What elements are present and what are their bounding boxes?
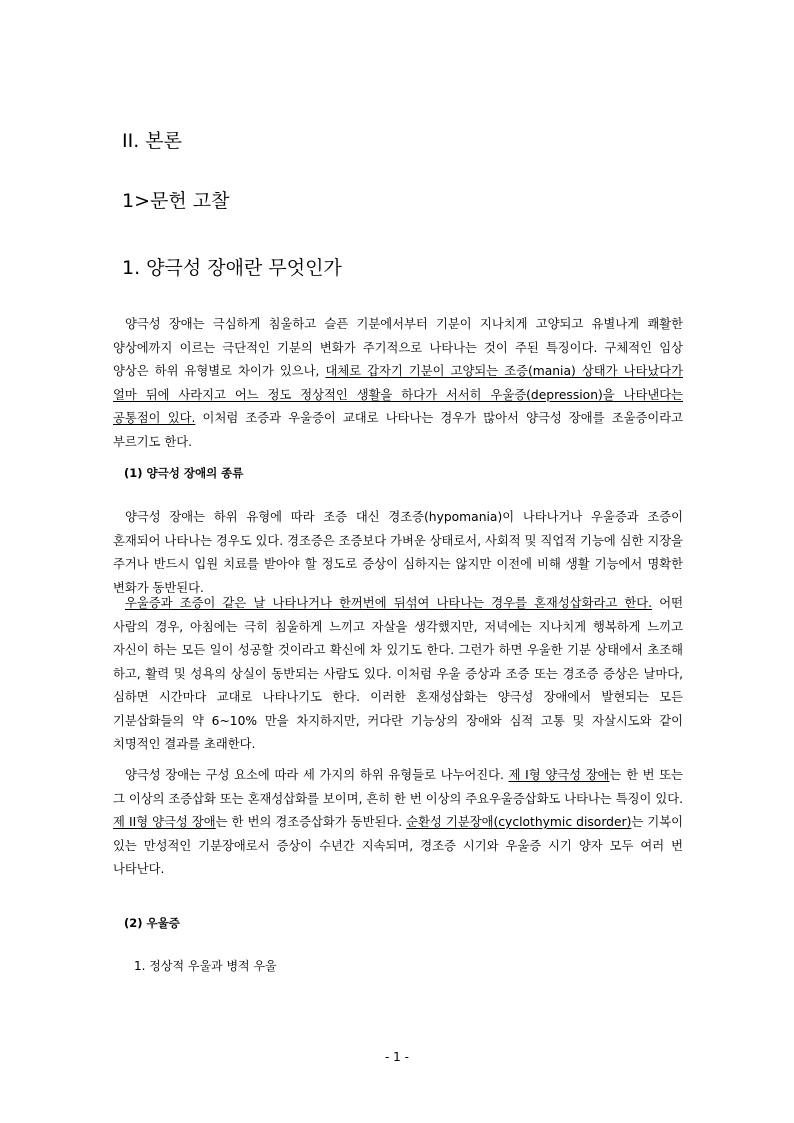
p4-underlined-cyclothymic: 순환성 기분장애(cyclothymic disorder) xyxy=(406,815,632,829)
p3-text-b: 어떤 사람의 경우, 아침에는 극히 침울하게 느끼고 자살을 생각했지만, 저녁에는 지나치게 행복하게 느끼고 자신이 하는 모든 일이 성공할 것이라고 확신에 차 있기도 한다. 그런가 하면 우울한 기분 상태에서 초조해 하고, 활력 및 성욕의 상실이 동반되는 사람도 있다. 이처럼 우울 증상과 조증 또는 경조증 증상은 날마다, 심하면 시간마다 교대로 나타나기도 한다. 이러한 혼재성삽화는 양극성 장애에서 발현되는 모든 기분삽화들의 약 6~10% 만을 차지하지만, 커다란 기능상의 장애와 심적 고통 및 자살시도와 같이 치명적인 결과를 초래한다. xyxy=(113,596,683,751)
section-title-types: (1) 양극성 장애의 종류 xyxy=(124,466,244,480)
p1-text-a: 양극성 장애는 극심하게 침울하고 슬픈 기분에서부터 기분이 지나치게 고양되고 유별나게 쾌활한 양상에까지 이르는 극단적인 기분의 변화가 주기적으로 나타나는 것이 주된 특징이다. 구체적인 임상 양상은 하위 유형별로 차이가 있으나, xyxy=(113,317,683,378)
paragraph-2: 양극성 장애는 하위 유형에 따라 조증 대신 경조증(hypomania)이 나타나거나 우울증과 조증이 혼재되어 나타나는 경우도 있다. 경조증은 조증보다 가벼운 상태로서, 사회적 및 직업적 기능에 심한 지장을 주거나 반드시 입원 치료를 받아야 할 정도로 증상이 심하지는 않지만 이전에 비해 생활 기능에서 명확한 변화가 동반된다. xyxy=(113,510,683,595)
p1-underlined: 대체로 갑자기 기분이 고양되는 조증(mania) 상태가 나타났다가 얼마 뒤에 사라지고 어느 정도 정상적인 생활을 하다가 서서히 우울증(depression)을 나타낸다는 공통점이 있다. xyxy=(113,364,683,425)
section-title-depression: (2) 우울증 xyxy=(124,916,180,930)
list-item-normal-vs-pathological: 1. 정상적 우울과 병적 우울 xyxy=(134,959,277,973)
p4-underlined-type1: 제 I형 양극성 장애 xyxy=(508,768,610,782)
p3-underlined: 우울증과 조증이 같은 날 나타나거나 한꺼번에 뒤섞여 나타나는 경우를 혼재성삽화라고 한다. xyxy=(125,596,653,610)
section-heading: 1>문헌 고찰 xyxy=(122,190,230,212)
page-number: - 1 - xyxy=(385,1050,409,1064)
paragraph-4 xyxy=(113,764,683,882)
p4-text-c: 는 한 번의 경조증삽화가 동반된다. xyxy=(215,815,407,829)
paragraph-3 xyxy=(113,592,683,757)
main-heading: II. 본론 xyxy=(122,130,182,152)
p4-text-a: 양극성 장애는 구성 요소에 따라 세 가지의 하위 유형들로 나누어진다. xyxy=(125,768,509,782)
paragraph-1 xyxy=(113,313,683,454)
p4-underlined-type2: 제 II형 양극성 장애 xyxy=(113,815,216,829)
subsection-heading: 1. 양극성 장애란 무엇인가 xyxy=(122,257,342,279)
p4-text-b: 는 한 번 또는 그 이상의 조증삽화 또는 혼재성삽화를 보이며, 흔히 한 번 이상의 주요우울증삽화도 나타나는 특징이 있다. xyxy=(113,768,683,806)
p1-text-b: 이처럼 조증과 우울증이 교대로 나타나는 경우가 많아서 양극성 장애를 조울증이라고 부르기도 한다. xyxy=(113,411,683,449)
p4-text-d: 는 기복이 있는 만성적인 기분장애로서 증상이 수년간 지속되며, 경조증 시기와 우울증 시기 양자 모두 여러 번 나타난다. xyxy=(113,815,683,876)
